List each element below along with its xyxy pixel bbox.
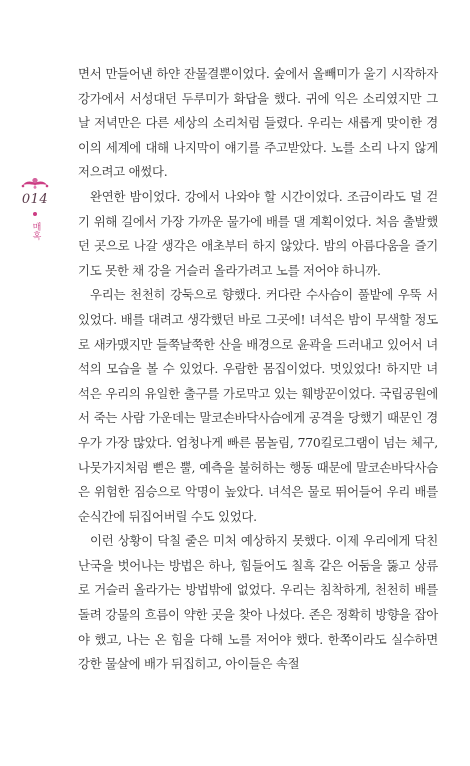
chapter-title: 매혹 [30, 222, 41, 240]
page-margin [14, 176, 56, 240]
paragraph: 우리는 천천히 강둑으로 향했다. 커다란 수사슴이 풀밭에 우뚝 서 있었다. 배를 대려고 생각했던 바로 그곳에! 녀석은 밤이 무색할 정도로 새카맸지만 들쭉날쭉한 산을 배경으로 윤곽을 드러내고 있어서 녀석의 모습을 볼 수 있었다. 우람한 몸집이었다. 멋있었다! 하지만 녀석은 우리의 유일한 출구를 가로막고 있는 훼방꾼이었다. 국립공원에서 죽는 사람 가운데는 말코손바닥사슴에게 공격을 당했기 때문인 경우가 가장 많았다. 엄청나게 빠른 몸놀림, 770킬로그램이 넘는 체구, 나뭇가지처럼 뻗은 뿔, 예측을 불허하는 행동 때문에 말코손바닥사슴은 위험한 짐승으로 악명이 높았다. 녀석은 물로 뛰어들어 우리 배를 순식간에 뒤집어버릴 수도 있었다. [78, 287, 438, 524]
page-number: 014 [21, 192, 49, 207]
floral-ornament-icon [20, 176, 50, 190]
paragraph: 면서 만들어낸 하얀 잔물결뿐이었다. 숲에서 올빼미가 울기 시작하자 강가에서 서성대던 두루미가 화답을 했다. 귀에 익은 소리였지만 그날 저녁만은 다른 세상의 소리처럼 들렸다. 우리는 새롭게 맞이한 경이의 세계에 대해 나지막이 얘기를 주고받았다. 노를 소리 나지 않게 저으려고 애썼다. [78, 66, 438, 180]
paragraph: 완연한 밤이었다. 강에서 나와야 할 시간이었다. 조금이라도 덜 걷기 위해 길에서 가장 가까운 물가에 배를 댈 계획이었다. 처음 출발했던 곳으로 나갈 생각은 애초부터 하지 않았다. 밤의 아름다움을 즐기기도 못한 채 강을 거슬러 올라가려고 노를 저어야 하니까. [78, 188, 438, 278]
paragraph: 이런 상황이 닥칠 줄은 미처 예상하지 못했다. 이제 우리에게 닥친 난국을 벗어나는 방법은 하나, 힘들어도 칠흑 같은 어둠을 뚫고 상류로 거슬러 올라가는 방법밖에 없었다. 우리는 침착하게, 천천히 배를 돌려 강물의 흐름이 약한 곳을 찾아 나섰다. 존은 정확히 방향을 잡아야 했고, 나는 온 힘을 다해 노를 저어야 했다. 한쪽이라도 실수하면 강한 물살에 배가 뒤집히고, 아이들은 속절 [78, 533, 438, 672]
separator-dot [33, 212, 37, 216]
body-text [78, 62, 438, 677]
